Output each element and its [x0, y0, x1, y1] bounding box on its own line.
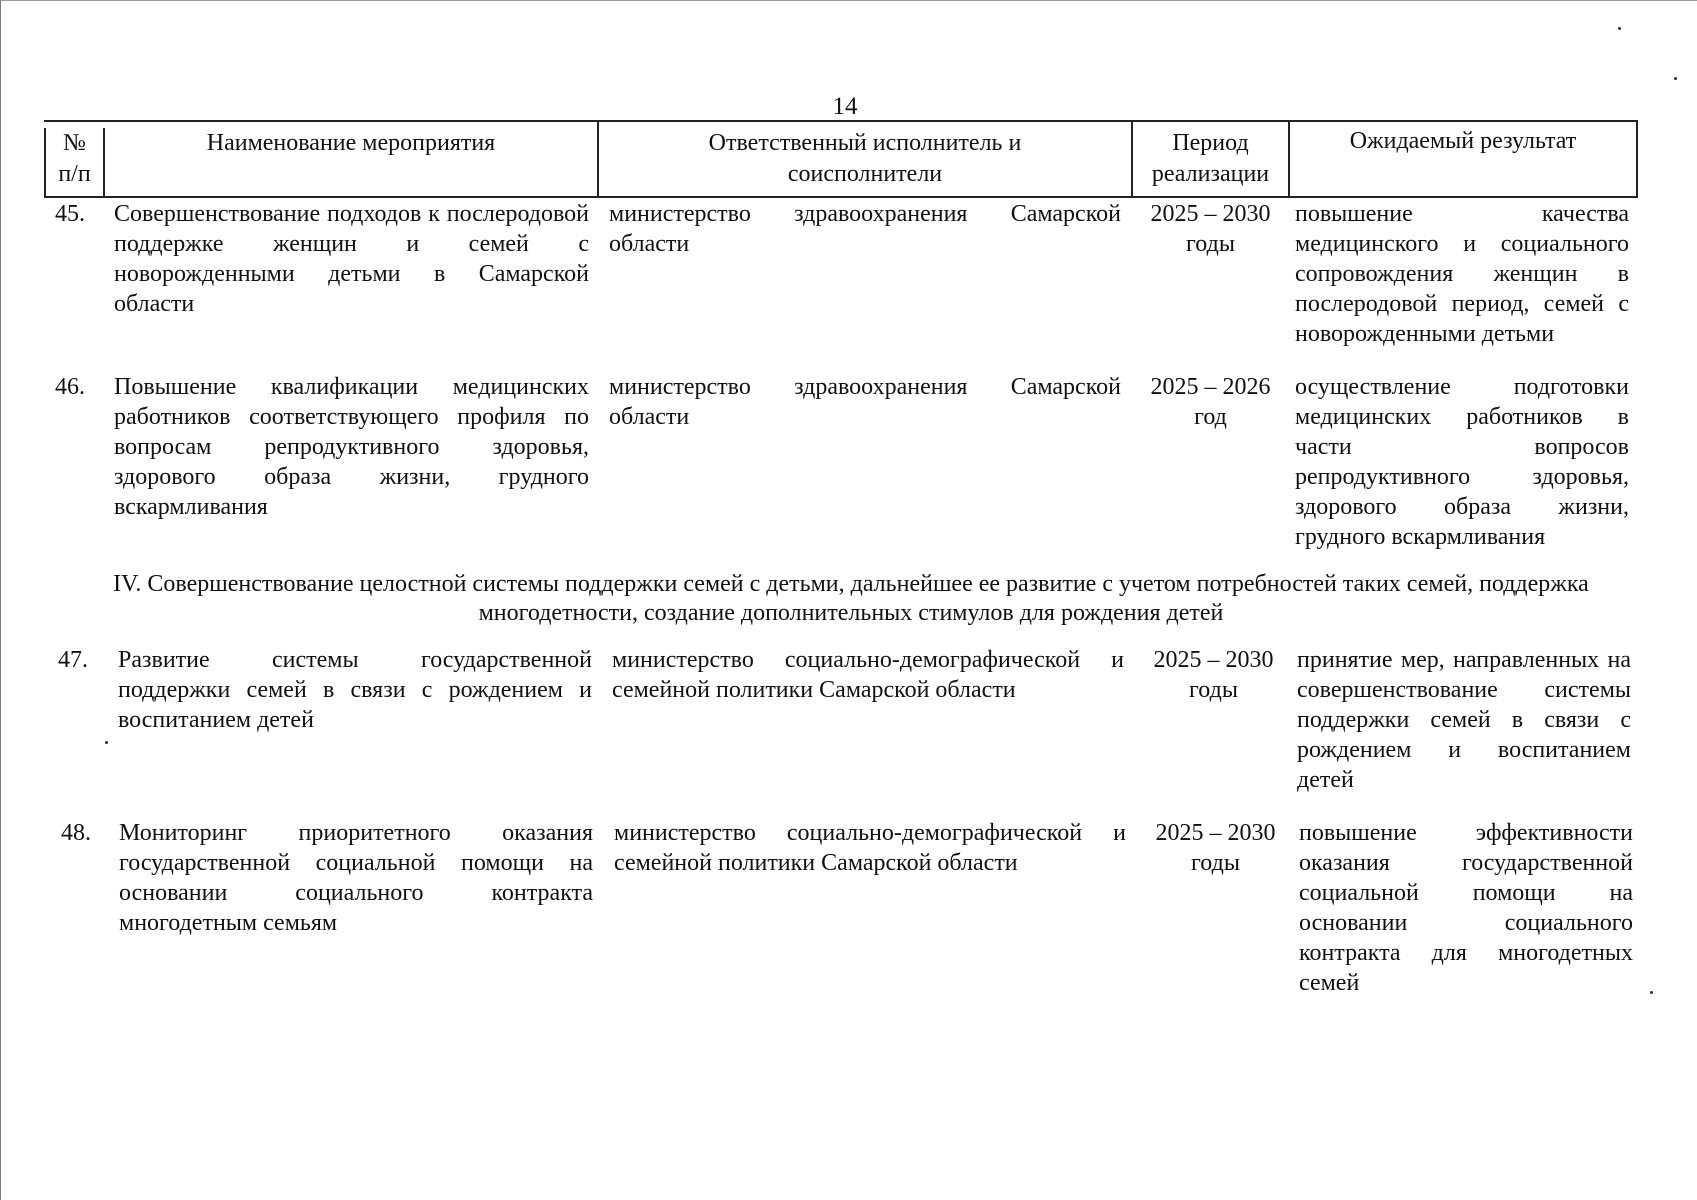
row-45-name: Совершенствование подходов к послеродовой поддержке женщин и семей с новорожденными детьми в Самарской области: [114, 201, 589, 317]
row-47-period: 2025 – 2030 годы: [1153, 647, 1274, 703]
row-46-period: 2025 – 2026 год: [1150, 374, 1271, 430]
row-47-result: принятие мер, направленных на совершенствование системы поддержки семей в связи с рождением и воспитанием детей: [1297, 647, 1631, 793]
scan-speck: [1650, 991, 1653, 994]
row-48-period: 2025 – 2030 годы: [1155, 820, 1276, 876]
row-45-executor: министерство здравоохранения Самарской области: [609, 201, 1121, 257]
header-num: [46, 122, 103, 190]
scan-speck: [1674, 77, 1677, 80]
row-48-result: повышение эффективности оказания государственной социальной помощи на основании социального контракта для многодетных семей: [1299, 820, 1633, 996]
row-46-result: осуществление подготовки медицинских работников в части вопросов репродуктивного здоровья, здорового образа жизни, грудного вскармливания: [1295, 374, 1629, 550]
row-47-name: Развитие системы государственной поддержки семей в связи с рождением и воспитанием детей: [118, 647, 592, 733]
row-47-num: 47.: [58, 647, 88, 673]
page-number: 14: [832, 93, 858, 120]
header-bottom-border: [44, 196, 1638, 198]
header-executor: [599, 122, 1131, 190]
row-48-executor: министерство социально-демографической и семейной политики Самарской области: [614, 820, 1126, 876]
row-45-num: 45.: [55, 201, 85, 227]
row-45-period: 2025 – 2030 годы: [1150, 201, 1271, 257]
section-title: IV. Совершенствование целостной системы поддержки семей с детьми, дальнейшее ее развитие с учетом потребностей таких семей, поддержка многодетности, создание дополнительных стимулов для рождения детей: [113, 571, 1589, 626]
header-executor-text: Ответственный исполнитель и соисполнители: [708, 130, 1022, 187]
header-period-text: Период реализации: [1151, 130, 1270, 187]
row-46-name: Повышение квалификации медицинских работников соответствующего профиля по вопросам репродуктивного здоровья, здорового образа жизни, грудного вскармливания: [114, 374, 589, 520]
scan-speck: [105, 741, 108, 744]
row-47-executor: министерство социально-демографической и семейной политики Самарской области: [612, 647, 1124, 703]
row-45-result: повышение качества медицинского и социального сопровождения женщин в послеродовой период, семей с новорожденными детьми: [1295, 201, 1629, 347]
row-46-executor: министерство здравоохранения Самарской области: [609, 374, 1121, 430]
row-46-num: 46.: [55, 374, 85, 400]
scan-speck: [1618, 27, 1621, 30]
header-period: [1133, 122, 1288, 190]
header-name: Наименование мероприятия: [206, 130, 496, 156]
header-col-divider-5: [1636, 120, 1638, 198]
header-result: Ожидаемый результат: [1349, 128, 1577, 154]
row-48-name: Мониторинг приоритетного оказания государственной социальной помощи на основании социального контракта многодетным семьям: [119, 820, 593, 936]
row-48-num: 48.: [61, 820, 91, 846]
header-num-text: № п/п: [58, 130, 91, 187]
